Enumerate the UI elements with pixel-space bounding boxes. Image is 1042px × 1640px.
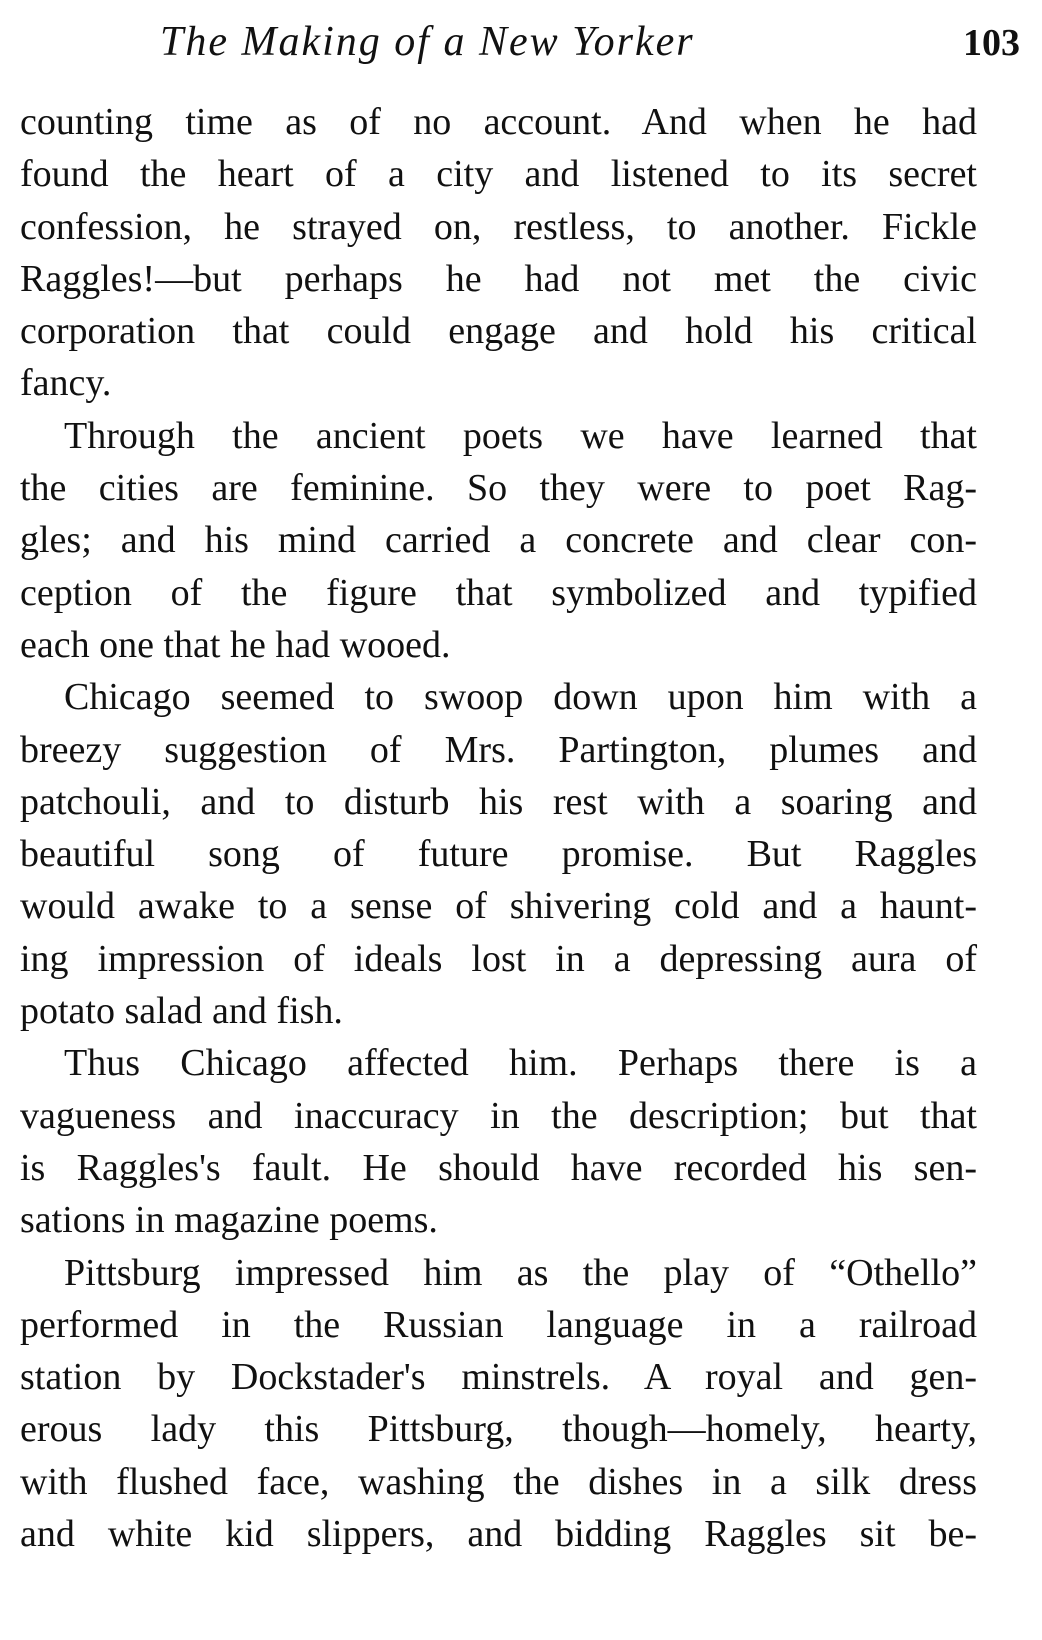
paragraph-first-line: Through the ancient poets we have learned that	[64, 414, 977, 457]
running-title: The Making of a New Yorker	[160, 19, 695, 65]
text-line: with flushed face, washing the dishes in a silk dress	[20, 1460, 977, 1503]
text-line: potato salad and fish.	[20, 990, 343, 1033]
text-line: gles; and his mind carried a concrete and clear con-	[20, 519, 977, 562]
text-line: station by Dockstader's minstrels. A royal and gen-	[20, 1356, 977, 1399]
text-line: performed in the Russian language in a railroad	[20, 1303, 977, 1346]
text-line: ing impression of ideals lost in a depressing aura of	[20, 937, 977, 980]
paragraph-first-line: Pittsburg impressed him as the play of “Othello”	[64, 1251, 977, 1294]
running-head	[160, 18, 1020, 70]
paragraph-first-line: Chicago seemed to swoop down upon him with a	[64, 676, 977, 719]
text-line: Raggles!—but perhaps he had not met the civic	[20, 257, 977, 300]
text-line: would awake to a sense of shivering cold and a haunt-	[20, 885, 977, 928]
text-line: and white kid slippers, and bidding Raggles sit be-	[20, 1513, 977, 1556]
text-line: breezy suggestion of Mrs. Partington, plumes and	[20, 728, 977, 771]
text-line: ception of the figure that symbolized and typified	[20, 571, 977, 614]
text-line: confession, he strayed on, restless, to another. Fickle	[20, 205, 977, 248]
page-number: 103	[963, 22, 1020, 64]
text-line: beautiful song of future promise. But Raggles	[20, 833, 977, 876]
text-line: found the heart of a city and listened to its secret	[20, 153, 977, 196]
text-line: corporation that could engage and hold his critical	[20, 310, 977, 353]
body-text	[20, 96, 977, 1560]
text-line: erous lady this Pittsburg, though—homely, hearty,	[20, 1408, 977, 1451]
paragraph-first-line: Thus Chicago affected him. Perhaps there is a	[64, 1042, 977, 1085]
text-line: fancy.	[20, 362, 112, 405]
text-line: is Raggles's fault. He should have recorded his sen-	[20, 1146, 977, 1189]
text-line: counting time as of no account. And when he had	[20, 101, 977, 143]
text-line: the cities are feminine. So they were to poet Rag-	[20, 467, 977, 510]
text-line: patchouli, and to disturb his rest with a soaring and	[20, 780, 977, 823]
text-line: vagueness and inaccuracy in the description; but that	[20, 1094, 977, 1137]
text-line: sations in magazine poems.	[20, 1199, 438, 1242]
text-line: each one that he had wooed.	[20, 623, 451, 666]
